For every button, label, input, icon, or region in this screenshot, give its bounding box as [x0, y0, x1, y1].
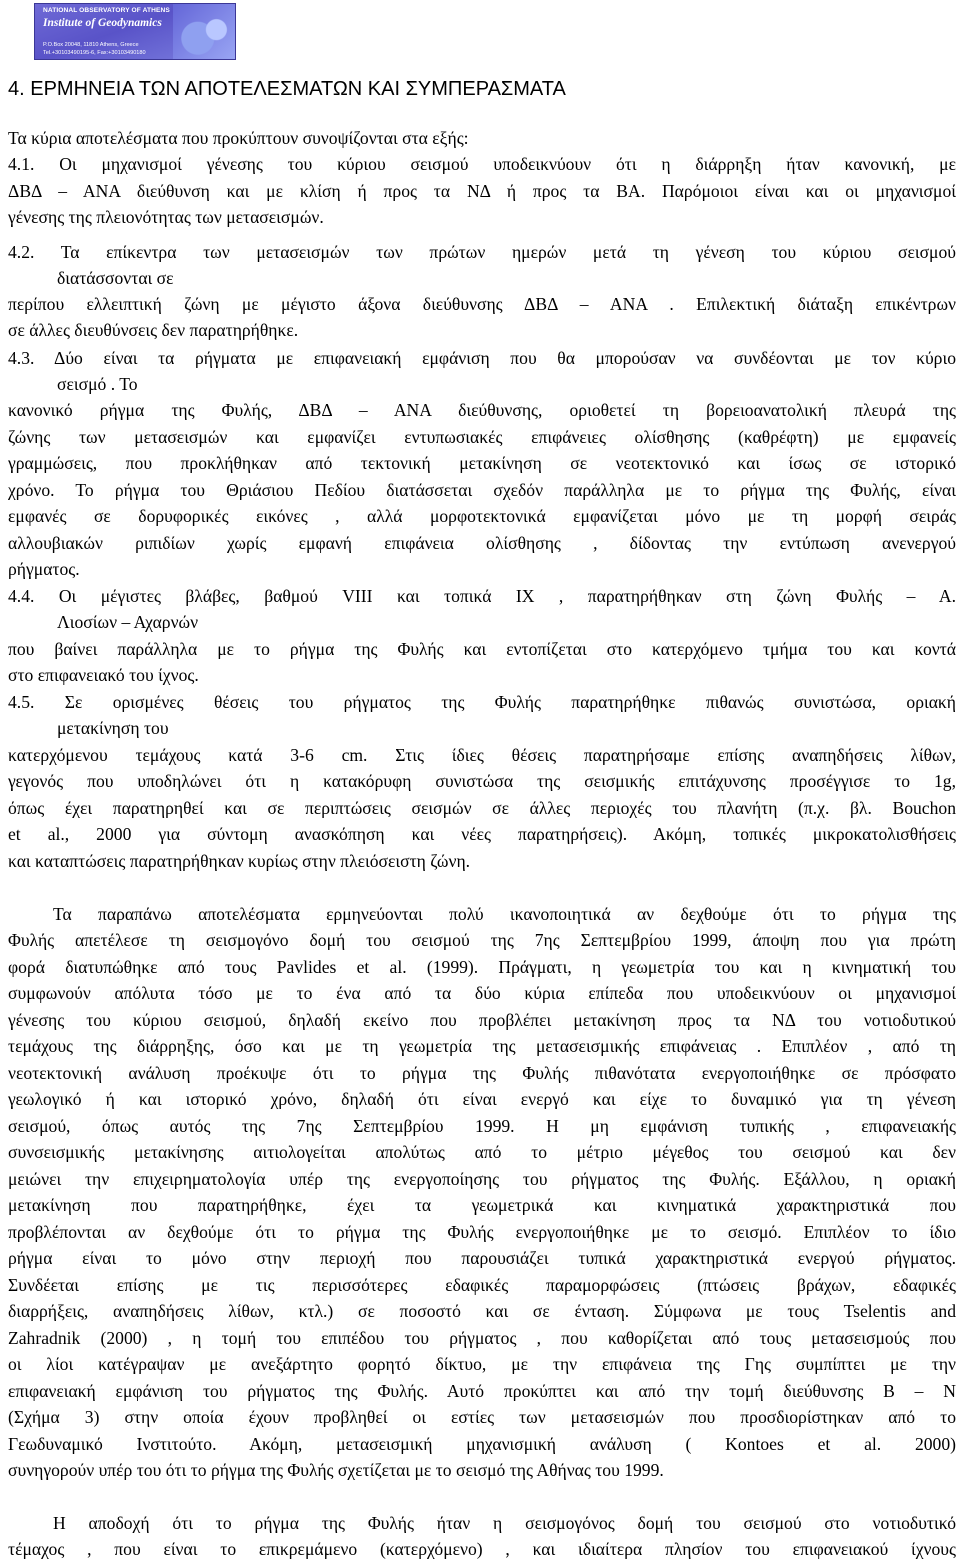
text-line: 4.1. Οι μηχανισμοί γένεσης του κύριου σεισμού υποδεικνύουν ότι η διάρρηξη ήταν κανονική, με [8, 154, 956, 174]
text-line: αλλουβιακών ριπιδίων χωρίς εμφανή επιφάνεια ολίσθησης , δίδοντας την εντύπωση ανενεργού [8, 533, 956, 553]
text-line: γεγονός που υποδηλώνει ότι η κατακόρυφη συνιστώσα της σεισμικής επιτάχυνσης προσέγγισε το 1g, [8, 771, 956, 791]
text-line: κανονικό ρήγμα της Φυλής, ΔΒΔ – ΑΝΑ διεύθυνσης, οριοθετεί τη βορειοανατολική πλευρά της [8, 400, 956, 420]
text-line: και καταπτώσεις παρατηρήθηκαν κυρίως στην πλειόσειστη ζώνη. [8, 851, 471, 871]
text-line: κατερχόμενου τεμάχους κατά 3-6 cm. Στις ίδιες θέσεις παρατηρήσαμε επίσης αναπηδήσεις λίθων, [8, 745, 956, 765]
logo-institute-name: Institute of Geodynamics [43, 17, 162, 29]
text-line: συνσεισμικής μετακίνησης αιτιολογείται απολύτως από το μέτριο μέγεθος του σεισμού και δεν [8, 1142, 956, 1162]
text-line: 4.2. Τα επίκεντρα των μετασεισμών των πρώτων ημερών μετά τη γένεση του κύριου σεισμού [8, 242, 956, 262]
logo-phone-fax: Tel.+30103490195-6, Fax:+30103490180 [43, 50, 146, 56]
text-line: Τα παραπάνω αποτελέσματα ερμηνεύονται πολύ ικανοποιητικά αν δεχθούμε ότι το ρήγμα της [53, 904, 956, 924]
text-line: ΔΒΔ – ΑΝΑ διεύθυνση και με κλίση ή προς τα ΝΔ ή προς τα ΒΑ. Παρόμοιοι είναι και οι μηχανισμοί [8, 181, 956, 201]
text-line: μετακίνηση του [57, 718, 169, 738]
text-line: et al., 2000 για σύντομη ανασκόπηση και νέες παρατηρήσεις). Ακόμη, τοπικές μικροκατολισθήσεις [8, 824, 956, 844]
text-line: 4.4. Οι μέγιστες βλάβες, βαθμού VIII και τοπικά IX , παρατηρήθηκαν στη ζώνη Φυλής – Α. [8, 586, 956, 606]
text-line: οι λίοι κατέγραψαν με ανεξάρτητο φορητό δίκτυο, με την επιφάνεια της Γης συμπίπτει με την [8, 1354, 956, 1374]
text-line: μειώνει την επιχειρηματολογία υπέρ της ενεργοποίησης του ρήγματος της Φυλής. Εξάλλου, η οριακή [8, 1169, 956, 1189]
text-line: τέμαχος , που είναι το επικρεμάμενο (κατερχόμενο) , και ιδιαίτερα πλησίον του επιφανειακού ίχνους [8, 1539, 956, 1559]
text-line: διατάσσονται σε [57, 268, 174, 288]
text-line: ρήγματος. [8, 559, 80, 579]
text-line: γεωλογικό ή και ιστορικό χρόνο, δηλαδή ότι είναι ενεργό και είχε το δυναμικό για τη γένεση [8, 1089, 956, 1109]
text-line: σεισμό . Το [57, 374, 138, 394]
text-line: μετακίνηση που παρατηρήθηκε, έχει τα γεωμετρικά και κινηματικά χαρακτηριστικά που [8, 1195, 956, 1215]
text-line: ρήγμα είναι το μόνο στην περιοχή που παρουσιάζει τυπικά χαρακτηριστικά ενεργού ρήγματος. [8, 1248, 956, 1268]
text-line: γραμμώσεις, που προκλήθηκαν από τεκτονική μετακίνηση σε νεοτεκτονικό και ίσως σε ιστορικό [8, 453, 956, 473]
text-line: τεμάχους της διάρρηξης, όσο και με τη γεωμετρία της μετασεισμικής επιφάνειας . Επιπλέον , από τη [8, 1036, 956, 1056]
text-line: στο επιφανειακό του ίχνος. [8, 665, 199, 685]
text-line: επιφανειακή εμφάνιση του ρήγματος της Φυλής. Αυτό προκύπτει και από την τομή διεύθυνσης Β – Ν [8, 1381, 956, 1401]
text-line: Τα κύρια αποτελέσματα που προκύπτουν συνοψίζονται στα εξής: [8, 128, 469, 148]
text-line: Φυλής απετέλεσε τη σεισμογόνο δομή του σεισμού της 7ης Σεπτεμβρίου 1999, άποψη που για πρώτη [8, 930, 956, 950]
text-line: Συνδέεται επίσης με τις περισσότερες εδαφικές παραμορφώσεις (πτώσεις βράχων, εδαφικές [8, 1275, 956, 1295]
text-line: νεοτεκτονική ανάλυση προέκυψε ότι το ρήγμα της Φυλής πιθανότατα ενεργοποιήθηκε σε πρόσφατο [8, 1063, 956, 1083]
text-line: φορά διατυπώθηκε από τους Pavlides et al. (1999). Πράγματι, η γεωμετρία του και η κινηματική του [8, 957, 956, 977]
text-line: όπως έχει παρατηρηθεί και σε περιπτώσεις σεισμών σε άλλες περιοχές του πλανήτη (π.χ. βλ. Bouchon [8, 798, 956, 818]
text-line: Λιοσίων – Αχαρνών [57, 612, 199, 632]
text-line: χρόνο. Το ρήγμα του Θριάσιου Πεδίου διατάσσεται σχεδόν παράλληλα με το ρήγμα της Φυλής, είναι [8, 480, 956, 500]
institute-logo [34, 3, 236, 60]
text-line: (Σχήμα 3) στην οποία έχουν προβληθεί οι εστίες των μετασεισμών που προσδιορίστηκαν από το [8, 1407, 956, 1427]
text-line: συνηγορούν υπέρ του ότι το ρήγμα της Φυλής σχετίζεται με το σεισμό της Αθήνας του 1999. [8, 1460, 664, 1480]
text-line: γένεσης του κύριου σεισμού, δηλαδή εκείνο που προβλέπει μετακίνηση προς τα ΝΔ του νοτιοδυτικού [8, 1010, 956, 1030]
text-line: περίπου ελλειπτική ζώνη με μέγιστο άξονα διεύθυνσης ΔΒΔ – ΑΝΑ . Επιλεκτική διάταξη επικέντρων [8, 294, 956, 314]
text-line: που βαίνει παράλληλα με το ρήγμα της Φυλής και εντοπίζεται στο κατερχόμενο τμήμα του και κοντά [8, 639, 956, 659]
text-line: συμφωνούν απόλυτα τόσο με το ένα από τα δύο κύρια επίπεδα που υποδεικνύουν οι μηχανισμοί [8, 983, 956, 1003]
text-line: Zahradnik (2000) , η τομή του επιπέδου του ρήγματος , που καθορίζεται από τους μετασεισμούς που [8, 1328, 956, 1348]
text-line: σε άλλες διευθύνσεις δεν παρατηρήθηκε. [8, 320, 299, 340]
text-line: Γεωδυναμικό Ινστιτούτο. Ακόμη, μετασεισμική μηχανισμική ανάλυση ( Kontoes et al. 2000) [8, 1434, 956, 1454]
text-line: προβλέπονται αν δεχθούμε ότι το ρήγμα της Φυλής ενεργοποιήθηκε με το σεισμό. Επιπλέον το ίδιο [8, 1222, 956, 1242]
text-line: ζώνης των μετασεισμών και εμφανίζει εντυπωσιακές επιφάνειες ολίσθησης (καθρέφτη) με εμφανείς [8, 427, 956, 447]
section-heading: 4. ΕΡΜΗΝΕΙΑ ΤΩΝ ΑΠΟΤΕΛΕΣΜΑΤΩΝ ΚΑΙ ΣΥΜΠΕΡΑΣΜΑΤΑ [8, 78, 566, 100]
logo-org-name: NATIONAL OBSERVATORY OF ATHENS [43, 7, 170, 14]
text-line: διαρρήξεις, αναπηδήσεις λίθων, κτλ.) σε ποσοστό και σε ένταση. Σύμφωνα με τους Tselentis and [8, 1301, 956, 1321]
logo-address: P.O.Box 20048, 11810 Athens, Greece [43, 42, 139, 48]
text-line: σεισμού, όπως αυτός της 7ης Σεπτεμβρίου 1999. Η μη εμφάνιση τυπικής , επιφανειακής [8, 1116, 956, 1136]
text-line: 4.3. Δύο είναι τα ρήγματα με επιφανειακή εμφάνιση που θα μπορούσαν να συνδέονται με τον κύριο [8, 348, 956, 368]
logo-emblem-icon [173, 4, 235, 60]
text-line: εμφανές σε δορυφορικές εικόνες , αλλά μορφοτεκτονικά εμφανίζεται μόνο με τη μορφή σειράς [8, 506, 956, 526]
text-line: γένεσης της πλειονότητας των μετασεισμών. [8, 207, 324, 227]
text-line: 4.5. Σε ορισμένες θέσεις του ρήγματος της Φυλής παρατηρήθηκε πιθανώς συνιστώσα, οριακή [8, 692, 956, 712]
text-line: Η αποδοχή ότι το ρήγμα της Φυλής ήταν η σεισμογόνος δομή του σεισμού στο νοτιοδυτικό [53, 1513, 956, 1533]
